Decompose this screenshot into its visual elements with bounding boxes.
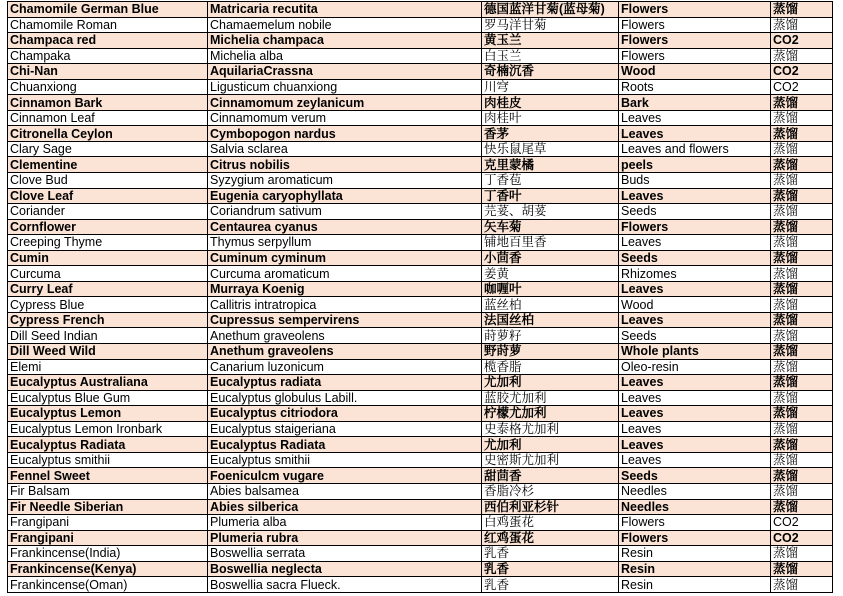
extraction-method-cell: 蒸馏: [771, 546, 833, 562]
latin-name-cell: Coriandrum sativum: [208, 204, 482, 220]
common-name-cell: Eucalyptus Lemon: [8, 406, 208, 422]
table-row: [8, 204, 833, 220]
latin-name-cell: Cupressus sempervirens: [208, 312, 482, 328]
extraction-method-cell: 蒸馏: [771, 328, 833, 344]
chinese-name-cell: 史泰格尤加利: [482, 421, 619, 437]
latin-name-cell: Michelia champaca: [208, 33, 482, 49]
latin-name-cell: Citrus nobilis: [208, 157, 482, 173]
common-name-cell: Clove Bud: [8, 173, 208, 189]
table-row: [8, 406, 833, 422]
common-name-cell: Champaca red: [8, 33, 208, 49]
table-row: [8, 483, 833, 499]
table-row: [8, 79, 833, 95]
plant-part-cell: Leaves: [619, 110, 771, 126]
chinese-name-cell: 铺地百里香: [482, 235, 619, 251]
chinese-name-cell: 史密斯尤加利: [482, 452, 619, 468]
plant-part-cell: Rhizomes: [619, 266, 771, 282]
latin-name-cell: Eugenia caryophyllata: [208, 188, 482, 204]
plant-part-cell: Flowers: [619, 219, 771, 235]
common-name-cell: Cypress French: [8, 312, 208, 328]
extraction-method-cell: 蒸馏: [771, 17, 833, 33]
extraction-method-cell: 蒸馏: [771, 561, 833, 577]
common-name-cell: Eucalyptus Australiana: [8, 375, 208, 391]
common-name-cell: Frangipani: [8, 515, 208, 531]
extraction-method-cell: 蒸馏: [771, 157, 833, 173]
common-name-cell: Frankincense(Oman): [8, 577, 208, 593]
latin-name-cell: Thymus serpyllum: [208, 235, 482, 251]
latin-name-cell: Eucalyptus globulus Labill.: [208, 390, 482, 406]
latin-name-cell: Plumeria rubra: [208, 530, 482, 546]
chinese-name-cell: 白玉兰: [482, 48, 619, 64]
chinese-name-cell: 莳萝籽: [482, 328, 619, 344]
latin-name-cell: Canarium luzonicum: [208, 359, 482, 375]
extraction-method-cell: 蒸馏: [771, 577, 833, 593]
table-row: [8, 48, 833, 64]
common-name-cell: Creeping Thyme: [8, 235, 208, 251]
latin-name-cell: Chamaemelum nobile: [208, 17, 482, 33]
plant-part-cell: Roots: [619, 79, 771, 95]
extraction-method-cell: CO2: [771, 64, 833, 80]
table-row: [8, 281, 833, 297]
chinese-name-cell: 矢车菊: [482, 219, 619, 235]
common-name-cell: Eucalyptus Blue Gum: [8, 390, 208, 406]
table-row: [8, 561, 833, 577]
chinese-name-cell: 尤加利: [482, 437, 619, 453]
plant-part-cell: Flowers: [619, 2, 771, 18]
chinese-name-cell: 丁香苞: [482, 173, 619, 189]
table-row: [8, 468, 833, 484]
table-row: [8, 421, 833, 437]
common-name-cell: Frankincense(Kenya): [8, 561, 208, 577]
common-name-cell: Clary Sage: [8, 141, 208, 157]
common-name-cell: Champaka: [8, 48, 208, 64]
latin-name-cell: Plumeria alba: [208, 515, 482, 531]
extraction-method-cell: 蒸馏: [771, 266, 833, 282]
common-name-cell: Clementine: [8, 157, 208, 173]
table-row: [8, 515, 833, 531]
latin-name-cell: Cinnamomum zeylanicum: [208, 95, 482, 111]
extraction-method-cell: 蒸馏: [771, 95, 833, 111]
plant-part-cell: Needles: [619, 483, 771, 499]
chinese-name-cell: 香脂冷杉: [482, 483, 619, 499]
oil-table: [7, 1, 833, 593]
extraction-method-cell: 蒸馏: [771, 250, 833, 266]
latin-name-cell: Centaurea cyanus: [208, 219, 482, 235]
plant-part-cell: Flowers: [619, 48, 771, 64]
plant-part-cell: Leaves and flowers: [619, 141, 771, 157]
extraction-method-cell: 蒸馏: [771, 235, 833, 251]
common-name-cell: Fennel Sweet: [8, 468, 208, 484]
table-row: [8, 95, 833, 111]
common-name-cell: Curry Leaf: [8, 281, 208, 297]
plant-part-cell: Leaves: [619, 406, 771, 422]
table-row: [8, 188, 833, 204]
extraction-method-cell: 蒸馏: [771, 344, 833, 360]
chinese-name-cell: 西伯利亚杉针: [482, 499, 619, 515]
chinese-name-cell: 白鸡蛋花: [482, 515, 619, 531]
common-name-cell: Cinnamon Bark: [8, 95, 208, 111]
plant-part-cell: Flowers: [619, 17, 771, 33]
common-name-cell: Dill Seed Indian: [8, 328, 208, 344]
plant-part-cell: Oleo-resin: [619, 359, 771, 375]
latin-name-cell: Eucalyptus smithii: [208, 452, 482, 468]
latin-name-cell: Abies balsamea: [208, 483, 482, 499]
latin-name-cell: Anethum graveolens: [208, 344, 482, 360]
table-row: [8, 266, 833, 282]
chinese-name-cell: 肉桂叶: [482, 110, 619, 126]
latin-name-cell: Eucalyptus staigeriana: [208, 421, 482, 437]
table-row: [8, 297, 833, 313]
table-row: [8, 110, 833, 126]
common-name-cell: Eucalyptus Radiata: [8, 437, 208, 453]
plant-part-cell: Leaves: [619, 312, 771, 328]
latin-name-cell: Callitris intratropica: [208, 297, 482, 313]
table-row: [8, 173, 833, 189]
chinese-name-cell: 芫荽、胡荽: [482, 204, 619, 220]
extraction-method-cell: 蒸馏: [771, 2, 833, 18]
table-row: [8, 64, 833, 80]
extraction-method-cell: 蒸馏: [771, 452, 833, 468]
table-row: [8, 344, 833, 360]
plant-part-cell: Needles: [619, 499, 771, 515]
extraction-method-cell: 蒸馏: [771, 437, 833, 453]
chinese-name-cell: 法国丝柏: [482, 312, 619, 328]
extraction-method-cell: 蒸馏: [771, 375, 833, 391]
chinese-name-cell: 姜黄: [482, 266, 619, 282]
plant-part-cell: Resin: [619, 546, 771, 562]
table-row: [8, 250, 833, 266]
latin-name-cell: Eucalyptus Radiata: [208, 437, 482, 453]
latin-name-cell: Curcuma aromaticum: [208, 266, 482, 282]
plant-part-cell: Leaves: [619, 421, 771, 437]
chinese-name-cell: 榄香脂: [482, 359, 619, 375]
plant-part-cell: Leaves: [619, 452, 771, 468]
plant-part-cell: Flowers: [619, 530, 771, 546]
chinese-name-cell: 香茅: [482, 126, 619, 142]
table-row: [8, 328, 833, 344]
latin-name-cell: Cinnamomum verum: [208, 110, 482, 126]
common-name-cell: Clove Leaf: [8, 188, 208, 204]
plant-part-cell: Leaves: [619, 188, 771, 204]
chinese-name-cell: 罗马洋甘菊: [482, 17, 619, 33]
extraction-method-cell: CO2: [771, 79, 833, 95]
plant-part-cell: Bark: [619, 95, 771, 111]
common-name-cell: Fir Needle Siberian: [8, 499, 208, 515]
chinese-name-cell: 奇楠沉香: [482, 64, 619, 80]
common-name-cell: Elemi: [8, 359, 208, 375]
oil-table-body: [8, 2, 833, 593]
extraction-method-cell: 蒸馏: [771, 110, 833, 126]
plant-part-cell: Leaves: [619, 375, 771, 391]
chinese-name-cell: 克里蒙橘: [482, 157, 619, 173]
extraction-method-cell: 蒸馏: [771, 297, 833, 313]
chinese-name-cell: 乳香: [482, 546, 619, 562]
extraction-method-cell: 蒸馏: [771, 126, 833, 142]
chinese-name-cell: 乳香: [482, 577, 619, 593]
extraction-method-cell: CO2: [771, 515, 833, 531]
table-row: [8, 33, 833, 49]
latin-name-cell: Eucalyptus citriodora: [208, 406, 482, 422]
plant-part-cell: Flowers: [619, 515, 771, 531]
latin-name-cell: Foeniculcm vugare: [208, 468, 482, 484]
chinese-name-cell: 尤加利: [482, 375, 619, 391]
plant-part-cell: Leaves: [619, 126, 771, 142]
latin-name-cell: Boswellia serrata: [208, 546, 482, 562]
table-row: [8, 17, 833, 33]
chinese-name-cell: 蓝胶尤加利: [482, 390, 619, 406]
common-name-cell: Chi-Nan: [8, 64, 208, 80]
common-name-cell: Fir Balsam: [8, 483, 208, 499]
plant-part-cell: Seeds: [619, 204, 771, 220]
table-row: [8, 312, 833, 328]
latin-name-cell: Syzygium aromaticum: [208, 173, 482, 189]
plant-part-cell: Buds: [619, 173, 771, 189]
table-row: [8, 141, 833, 157]
plant-part-cell: peels: [619, 157, 771, 173]
plant-part-cell: Resin: [619, 577, 771, 593]
table-row: [8, 157, 833, 173]
common-name-cell: Coriander: [8, 204, 208, 220]
table-row: [8, 126, 833, 142]
common-name-cell: Citronella Ceylon: [8, 126, 208, 142]
plant-part-cell: Leaves: [619, 235, 771, 251]
common-name-cell: Cypress Blue: [8, 297, 208, 313]
table-row: [8, 499, 833, 515]
plant-part-cell: Seeds: [619, 250, 771, 266]
extraction-method-cell: 蒸馏: [771, 141, 833, 157]
extraction-method-cell: 蒸馏: [771, 421, 833, 437]
extraction-method-cell: 蒸馏: [771, 281, 833, 297]
latin-name-cell: Anethum graveolens: [208, 328, 482, 344]
chinese-name-cell: 川穹: [482, 79, 619, 95]
common-name-cell: Cornflower: [8, 219, 208, 235]
common-name-cell: Frangipani: [8, 530, 208, 546]
plant-part-cell: Wood: [619, 64, 771, 80]
latin-name-cell: Matricaria recutita: [208, 2, 482, 18]
extraction-method-cell: 蒸馏: [771, 219, 833, 235]
latin-name-cell: Eucalyptus radiata: [208, 375, 482, 391]
extraction-method-cell: 蒸馏: [771, 173, 833, 189]
latin-name-cell: Boswellia neglecta: [208, 561, 482, 577]
plant-part-cell: Wood: [619, 297, 771, 313]
common-name-cell: Chuanxiong: [8, 79, 208, 95]
common-name-cell: Cumin: [8, 250, 208, 266]
common-name-cell: Chamomile German Blue: [8, 2, 208, 18]
common-name-cell: Cinnamon Leaf: [8, 110, 208, 126]
chinese-name-cell: 红鸡蛋花: [482, 530, 619, 546]
plant-part-cell: Seeds: [619, 468, 771, 484]
plant-part-cell: Seeds: [619, 328, 771, 344]
extraction-method-cell: 蒸馏: [771, 359, 833, 375]
extraction-method-cell: 蒸馏: [771, 312, 833, 328]
common-name-cell: Dill Weed Wild: [8, 344, 208, 360]
chinese-name-cell: 快乐鼠尾草: [482, 141, 619, 157]
table-row: [8, 530, 833, 546]
chinese-name-cell: 小茴香: [482, 250, 619, 266]
chinese-name-cell: 黄玉兰: [482, 33, 619, 49]
extraction-method-cell: 蒸馏: [771, 499, 833, 515]
latin-name-cell: Abies silberica: [208, 499, 482, 515]
plant-part-cell: Whole plants: [619, 344, 771, 360]
table-row: [8, 2, 833, 18]
table-row: [8, 235, 833, 251]
chinese-name-cell: 德国蓝洋甘菊(蓝母菊): [482, 2, 619, 18]
table-row: [8, 359, 833, 375]
common-name-cell: Chamomile Roman: [8, 17, 208, 33]
table-row: [8, 437, 833, 453]
extraction-method-cell: CO2: [771, 33, 833, 49]
latin-name-cell: Murraya Koenig: [208, 281, 482, 297]
latin-name-cell: Cuminum cyminum: [208, 250, 482, 266]
common-name-cell: Curcuma: [8, 266, 208, 282]
chinese-name-cell: 肉桂皮: [482, 95, 619, 111]
common-name-cell: Frankincense(India): [8, 546, 208, 562]
table-row: [8, 452, 833, 468]
chinese-name-cell: 柠檬尤加利: [482, 406, 619, 422]
table-row: [8, 577, 833, 593]
latin-name-cell: Cymbopogon nardus: [208, 126, 482, 142]
plant-part-cell: Leaves: [619, 437, 771, 453]
common-name-cell: Eucalyptus smithii: [8, 452, 208, 468]
latin-name-cell: Ligusticum chuanxiong: [208, 79, 482, 95]
latin-name-cell: Michelia alba: [208, 48, 482, 64]
table-row: [8, 390, 833, 406]
extraction-method-cell: 蒸馏: [771, 468, 833, 484]
plant-part-cell: Flowers: [619, 33, 771, 49]
latin-name-cell: Salvia sclarea: [208, 141, 482, 157]
chinese-name-cell: 乳香: [482, 561, 619, 577]
table-row: [8, 375, 833, 391]
extraction-method-cell: 蒸馏: [771, 390, 833, 406]
latin-name-cell: AquilariaCrassna: [208, 64, 482, 80]
chinese-name-cell: 野莳萝: [482, 344, 619, 360]
table-row: [8, 546, 833, 562]
extraction-method-cell: 蒸馏: [771, 483, 833, 499]
plant-part-cell: Leaves: [619, 390, 771, 406]
extraction-method-cell: 蒸馏: [771, 204, 833, 220]
latin-name-cell: Boswellia sacra Flueck.: [208, 577, 482, 593]
plant-part-cell: Resin: [619, 561, 771, 577]
chinese-name-cell: 丁香叶: [482, 188, 619, 204]
chinese-name-cell: 蓝丝柏: [482, 297, 619, 313]
chinese-name-cell: 甜茴香: [482, 468, 619, 484]
plant-part-cell: Leaves: [619, 281, 771, 297]
extraction-method-cell: 蒸馏: [771, 48, 833, 64]
common-name-cell: Eucalyptus Lemon Ironbark: [8, 421, 208, 437]
extraction-method-cell: CO2: [771, 530, 833, 546]
extraction-method-cell: 蒸馏: [771, 188, 833, 204]
table-row: [8, 219, 833, 235]
chinese-name-cell: 咖喱叶: [482, 281, 619, 297]
extraction-method-cell: 蒸馏: [771, 406, 833, 422]
